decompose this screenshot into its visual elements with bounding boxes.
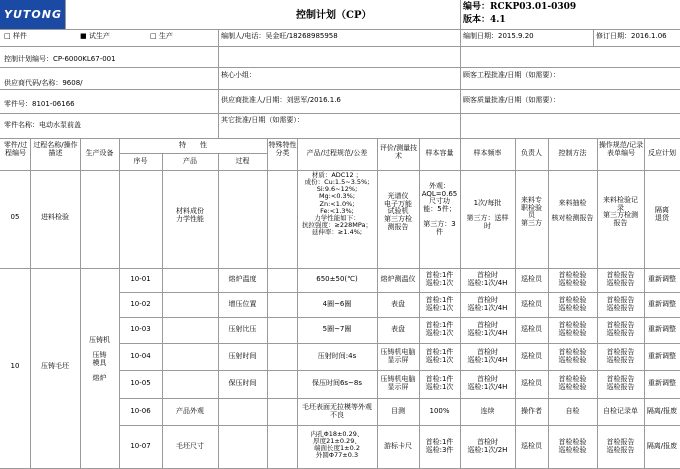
row-owner: 巡检员 (521, 275, 542, 283)
row-control-method: 首检检验 巡检检验 (558, 271, 587, 287)
row-owner: 巡检员 (521, 325, 542, 333)
document-version: 版本：4.1 (463, 15, 506, 25)
col-header-sample-size: 样本容量 (425, 149, 454, 157)
row-eval: 压铸机电脑 显示屏 (380, 375, 416, 391)
col-header-process-name: 过程名称/操作描述 (33, 141, 78, 157)
other-approval-field: 其它批准/日期（如需要）： (221, 116, 304, 124)
row-process: 熔炉温度 (228, 275, 257, 283)
col-header-equipment: 生产设备 (85, 149, 114, 157)
row05-owner: 来料专 职检验 员 第三方 (521, 196, 542, 228)
row-reaction: 重新调整 (648, 325, 676, 333)
row-sample-size: 首检:1件 巡检:1次 (425, 375, 454, 391)
row-procedure: 首检报告 巡检报告 (606, 296, 635, 312)
row10-op: 10 (10, 362, 20, 370)
row-reaction: 重新调整 (648, 379, 676, 387)
col-header-eval: 评价/测量技术 (379, 144, 418, 160)
row-owner: 巡检员 (521, 379, 542, 387)
core-group-field: 核心小组： (221, 71, 256, 79)
row-process: 压射时间 (228, 352, 257, 360)
row-process: 压射比压 (228, 325, 257, 333)
row-sample-freq: 首检时 巡检:1次/4H (467, 375, 508, 391)
supplier-code-field: 供应商代码/名称：9608/ (4, 79, 83, 87)
row05-control-method: 来料抽检 核对检测报告 (551, 199, 594, 223)
row-sample-freq: 首检时 巡检:1次/4H (467, 321, 508, 337)
row-no: 10-04 (130, 352, 151, 360)
row-control-method: 首检检验 巡检检验 (558, 375, 587, 391)
col-header-part-op: 零件/过程编号 (3, 141, 28, 157)
col-header-owner: 负责人 (521, 149, 542, 157)
row-reaction: 隔离/报废 (646, 407, 678, 415)
company-logo (0, 0, 65, 30)
row-no: 10-06 (130, 407, 151, 415)
row-sample-size: 首检:1件 巡检:1次 (425, 321, 454, 337)
row-process: 保压时间 (228, 379, 257, 387)
row-spec: 毛坯表面无拉模等外观 不良 (302, 403, 372, 419)
row-owner: 巡检员 (521, 300, 542, 308)
row-spec: 650±50(℃) (316, 275, 358, 283)
col-header-no: 序号 (133, 157, 148, 165)
row-no: 10-01 (130, 275, 151, 283)
row-reaction: 重新调整 (648, 300, 676, 308)
row05-op: 05 (10, 213, 20, 221)
row-eval: 表盘 (391, 325, 405, 333)
row-sample-size: 首检:1件 巡检:1次 (425, 271, 454, 287)
col-header-procedure: 操作规范/记录表单编号 (598, 141, 644, 157)
compiler-field: 编制人/电话：吴金旺/18268985958 (221, 32, 338, 40)
document-code: 编号：RCKP03.01-0309 (463, 2, 577, 12)
row-process: 增压位置 (228, 300, 257, 308)
plan-number-field: 控制计划编号：CP-6000KL67-001 (4, 55, 116, 63)
row05-product: 材料成份 力学性能 (176, 207, 204, 223)
row-sample-size: 首检:1件 巡检:1次 (425, 296, 454, 312)
revise-date-field: 修订日期：2016.1.06 (596, 32, 667, 40)
row-procedure: 首检报告 巡检报告 (606, 271, 635, 287)
row-sample-size: 首检:1件 巡检:3件 (425, 438, 454, 454)
row-reaction: 重新调整 (648, 352, 676, 360)
supplier-approval-field: 供应商批准人/日期：刘思军/2016.1.6 (221, 96, 341, 104)
row-sample-freq: 首检时 巡检:1次/4H (467, 296, 508, 312)
col-header-reaction: 反应计划 (648, 149, 676, 157)
part-name-field: 零件名称：电动水泵前盖 (4, 121, 81, 129)
type-trial-checkbox[interactable]: ■ 试生产 (80, 32, 110, 40)
row-no: 10-03 (130, 325, 151, 333)
row-no: 10-05 (130, 379, 151, 387)
row05-reaction: 隔离 退货 (655, 206, 669, 222)
row-eval: 游标卡尺 (384, 442, 412, 450)
row-sample-size: 首检:1件 巡检:1次 (425, 348, 454, 364)
row-procedure: 首检报告 巡检报告 (606, 348, 635, 364)
row-sample-freq: 首检时 巡检:1次/2H (467, 438, 508, 454)
part-number-field: 零件号：8101-06166 (4, 100, 75, 108)
row-control-method: 自检 (565, 407, 580, 415)
row-owner: 巡检员 (521, 352, 542, 360)
row-spec: 内孔Φ18±0.29、 厚度21±0.29、 端面长度1±0.2 外圆Φ77±0.3 (310, 430, 364, 460)
row-procedure: 首检报告 巡检报告 (606, 375, 635, 391)
row05-eval: 光谱仪 电子万能 试验机 第三方检 测报告 (384, 192, 412, 231)
row10-name: 压铸毛坯 (41, 362, 69, 370)
row-control-method: 首检检验 巡检检验 (558, 438, 587, 454)
row-control-method: 首检检验 巡检检验 (558, 296, 587, 312)
col-header-special: 特殊特性分类 (268, 141, 297, 157)
logo-text: YUTONG (4, 8, 62, 21)
type-proto-checkbox[interactable]: □ 样件 (4, 32, 27, 40)
col-header-process: 过程 (235, 157, 250, 165)
row-reaction: 隔离/报废 (646, 442, 678, 450)
row-eval: 表盘 (391, 300, 405, 308)
col-header-spec: 产品/过程规范/公差 (306, 149, 368, 157)
row-procedure: 自检记录单 (603, 407, 638, 415)
type-prod-checkbox[interactable]: □ 生产 (150, 32, 173, 40)
row-eval: 熔炉测温仪 (380, 275, 416, 283)
row05-sample-freq: 1次/每批 第三方：送样 时 (466, 199, 509, 231)
col-header-control-method: 控制方法 (558, 149, 587, 157)
col-header-sample-freq: 样本频率 (473, 149, 502, 157)
row-procedure: 首检报告 巡检报告 (606, 321, 635, 337)
row-sample-freq: 连续 (480, 407, 495, 415)
row-spec: 4圈~6圈 (322, 300, 352, 308)
row-product: 毛坯尺寸 (176, 442, 204, 450)
row10-equipment: 压铸机 压铸 模具 熔炉 (89, 336, 110, 383)
col-header-characteristics: 特 性 (179, 141, 207, 149)
row-eval: 压铸机电脑 显示屏 (380, 348, 416, 364)
row05-procedure: 来料检验记 录 第三方检测 报告 (603, 196, 638, 228)
row05-name: 进料检验 (41, 213, 69, 221)
row-product: 产品外观 (176, 407, 204, 415)
row05-spec: 材质：ADC12 ； 成份：Cu:1.5~3.5%; Si:9.6~12%; Mg:<0.3%; Zn:<1.0%; Fe:<1.3%; 力学性能如下： 抗拉强度：≥228MPa； 延伸率：≥1.4%; (301, 171, 373, 237)
row-control-method: 首检检验 巡检检验 (558, 348, 587, 364)
row-spec: 5圈~7圈 (322, 325, 352, 333)
row-owner: 巡检员 (521, 442, 542, 450)
row-no: 10-02 (130, 300, 151, 308)
row-sample-freq: 首检时 巡检:1次/4H (467, 348, 508, 364)
customer-quality-approval-field: 顾客质量批准/日期（如需要）： (463, 96, 560, 104)
col-header-product: 产品 (183, 157, 197, 165)
row-control-method: 首检检验 巡检检验 (558, 321, 587, 337)
row-owner: 操作者 (521, 407, 542, 415)
row-no: 10-07 (130, 442, 151, 450)
row-sample-size: 100% (429, 407, 450, 415)
customer-eng-approval-field: 顾客工程批准/日期（如需要）： (463, 71, 560, 79)
row-reaction: 重新调整 (648, 275, 676, 283)
page-title: 控制计划（CP） (296, 10, 372, 21)
row-spec: 压射时间:4s (317, 352, 357, 360)
row-sample-freq: 首检时 巡检:1次/4H (467, 271, 508, 287)
compile-date-field: 编制日期：2015.9.20 (463, 32, 534, 40)
row05-sample-size: 外观： AQL=0.65 尺寸功 能：5件； 第三方：3 件 (421, 182, 458, 237)
row-procedure: 首检报告 巡检报告 (606, 438, 635, 454)
row-spec: 保压时间6s~8s (311, 379, 363, 387)
row-eval: 目测 (391, 407, 405, 415)
